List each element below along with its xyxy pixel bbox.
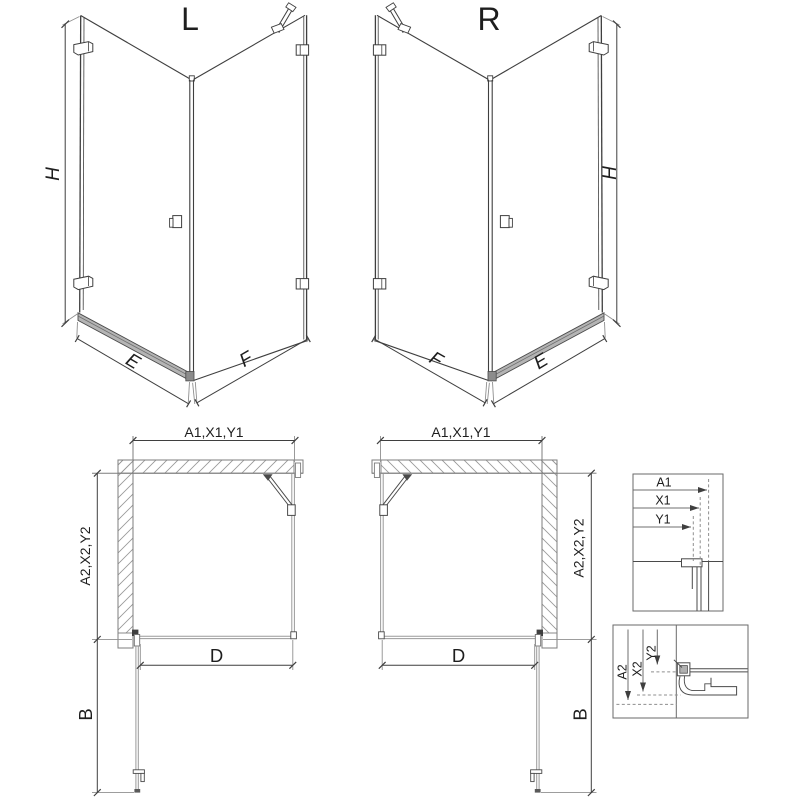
iso-left-lineart [62,3,311,407]
detail-label-y2: Y2 [644,645,659,661]
plan-left-structure [92,436,303,793]
dim-d-left: D [209,645,224,666]
detail-a1-x1-y1 [633,474,723,611]
dim-h-left: H [43,167,64,181]
iso-view-left [43,1,310,407]
dim-b-left: B [75,708,96,721]
detail-label-a1: A1 [656,475,672,490]
dim-b-right: B [569,708,591,721]
iso-right-label: R [477,1,501,37]
dim-e-right: E [530,349,553,375]
detail-label-x1: X1 [655,493,671,508]
iso-left-label: L [181,1,199,37]
dim-d-right: D [451,645,466,666]
plan-right-structure [372,436,583,793]
detail-a2-x2-y2 [613,625,748,718]
dim-a1x1y1-right: A1,X1,Y1 [431,424,491,440]
dim-h-right: H [600,166,621,180]
detail-label-x2: X2 [630,661,645,677]
plan-view-right [372,424,597,796]
dim-f-right: F [425,347,447,372]
iso-view-right [372,1,621,407]
dim-e-left: E [121,349,144,375]
dim-a1x1y1-left: A1,X1,Y1 [184,424,244,440]
detail-label-a2: A2 [615,664,630,680]
detail-label-y1: Y1 [655,512,671,527]
dim-f-left: F [235,347,257,372]
iso-right-lineart [372,3,621,407]
plan-view-left [75,424,303,796]
dim-a2x2y2-right: A2,X2,Y2 [570,518,587,578]
dim-a2x2y2-left: A2,X2,Y2 [77,526,93,586]
